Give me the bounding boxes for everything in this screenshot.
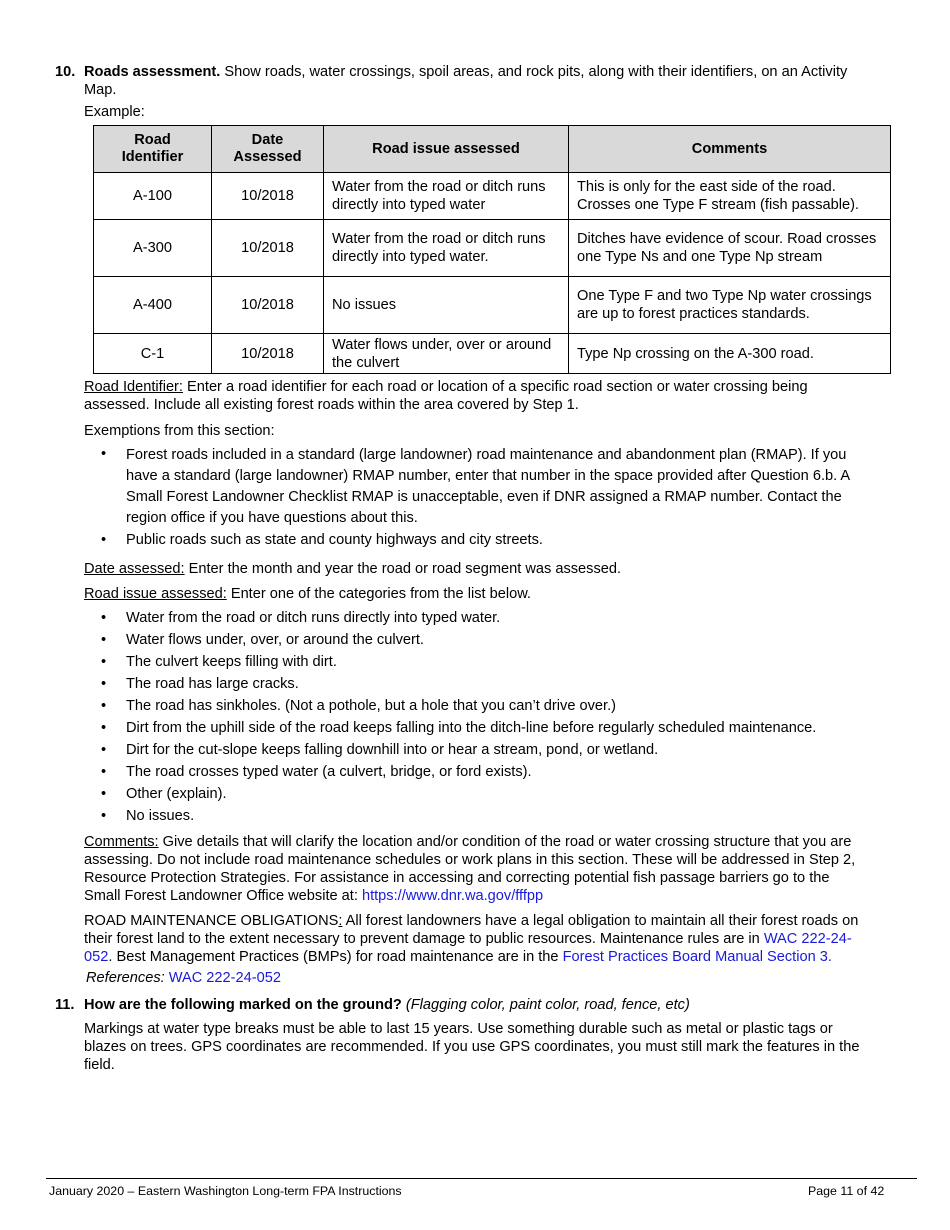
maintenance-line3 [84, 948, 832, 966]
list-item: Water flows under, over, or around the culvert. [126, 632, 424, 648]
bullet-icon: • [101, 808, 107, 824]
example-label: Example: [84, 104, 145, 120]
item-11-line1: Markings at water type breaks must be able to last 15 years. Use something durable such as metal or plastic tags or [84, 1021, 833, 1037]
cell-date: 10/2018 [212, 173, 324, 220]
list-item: The road has sinkholes. (Not a pothole, but a hole that you can’t drive over.) [126, 698, 616, 714]
list-item: The road has large cracks. [126, 676, 299, 692]
bullet-icon: • [101, 676, 107, 692]
fffpp-link[interactable]: https://www.dnr.wa.gov/fffpp [361, 888, 544, 904]
exemption-rmap-line: have a standard (large landowner) RMAP number, enter that number in the space provided after Question 6.b. A [126, 468, 851, 484]
table-row [94, 277, 891, 334]
item-11-heading [84, 996, 690, 1014]
item-10-title: Roads assessment. [84, 64, 221, 80]
references-line [86, 969, 281, 987]
cell-issue: Water flows under, over or around the culvert [324, 334, 569, 374]
cell-issue: Water from the road or ditch runs directly into typed water [324, 173, 569, 220]
maintenance-text: All forest landowners have a legal obligation to maintain all their forest roads on [342, 913, 859, 929]
cell-road-id: A-300 [94, 220, 212, 277]
item-11-number: 11. [55, 997, 75, 1013]
cell-road-id: A-400 [94, 277, 212, 334]
road-identifier-text: Enter a road identifier for each road or location of a specific road section or water crossing being [182, 379, 808, 395]
wac-link-continued[interactable]: 052 [84, 949, 109, 965]
exemption-rmap-line: Small Forest Landowner Checklist RMAP is unacceptable, even if DNR assigned a RMAP number. Contact the [126, 489, 842, 505]
item-10-text: Show roads, water crossings, spoil areas, and rock pits, along with their identifiers, on an Activity [224, 64, 848, 80]
header-road-identifier: Road Identifier [94, 126, 212, 173]
table-row [94, 220, 891, 277]
item-11-line3: field. [84, 1057, 115, 1073]
list-item: Dirt from the uphill side of the road keeps falling into the ditch-line before regularly scheduled maintenance. [126, 720, 817, 736]
exemption-rmap-line: Forest roads included in a standard (large landowner) road maintenance and abandonment plan (RMAP). If you [126, 447, 847, 463]
maintenance-text: . Best Management Practices (BMPs) for road maintenance are in the [108, 949, 563, 965]
list-item: Dirt for the cut-slope keeps falling downhill into or hear a stream, pond, or wetland. [126, 742, 659, 758]
cell-road-id: A-100 [94, 173, 212, 220]
date-assessed-label: Date assessed: [84, 561, 185, 577]
bullet-icon: • [101, 632, 107, 648]
comments-label: Comments: [84, 834, 159, 850]
comments-text: Give details that will clarify the location and/or condition of the road or water crossing structure that you are [158, 834, 852, 850]
road-issue-text: Enter one of the categories from the list below. [226, 586, 531, 602]
bullet-icon: • [101, 654, 107, 670]
road-identifier-label: Road Identifier: [84, 379, 183, 395]
exemption-rmap-line: region office if you have questions about this. [126, 510, 418, 526]
page-number: Page 11 of 42 [808, 1184, 885, 1198]
cell-comments: One Type F and two Type Np water crossings are up to forest practices standards. [569, 277, 891, 334]
header-date-assessed: Date Assessed [212, 126, 324, 173]
list-item: The road crosses typed water (a culvert, bridge, or ford exists). [126, 764, 532, 780]
item-11-title: How are the following marked on the ground? [84, 997, 402, 1013]
wac-link[interactable]: WAC 222-24- [763, 931, 852, 947]
bullet-icon: • [101, 742, 107, 758]
comments-text: Small Forest Landowner Office website at: [84, 888, 362, 904]
date-assessed-text: Enter the month and year the road or road segment was assessed. [184, 561, 622, 577]
exemptions-label: Exemptions from this section: [84, 423, 275, 439]
cell-comments: Type Np crossing on the A-300 road. [569, 334, 891, 374]
list-item: No issues. [126, 808, 195, 824]
cell-comments: Ditches have evidence of scour. Road crosses one Type Ns and one Type Np stream [569, 220, 891, 277]
cell-issue: Water from the road or ditch runs directly into typed water. [324, 220, 569, 277]
item-11-line2: blazes on trees. GPS coordinates are recommended. If you use GPS coordinates, you must still mark the features in the [84, 1039, 860, 1055]
cell-issue: No issues [324, 277, 569, 334]
header-comments: Comments [569, 126, 891, 173]
item-11-hint: (Flagging color, paint color, road, fence, etc) [405, 997, 690, 1013]
list-item: Other (explain). [126, 786, 227, 802]
list-item: The culvert keeps filling with dirt. [126, 654, 337, 670]
exemption-public-roads: Public roads such as state and county highways and city streets. [126, 532, 543, 548]
comments-line3: Resource Protection Strategies. For assistance in accessing and correcting potential fish passage barriers go to the [84, 870, 830, 886]
maintenance-label: ROAD MAINTENANCE OBLIGATIONS [84, 913, 339, 929]
cell-comments: This is only for the east side of the road. Crosses one Type F stream (fish passable). [569, 173, 891, 220]
bullet-icon: • [101, 720, 107, 736]
references-wac-link[interactable]: WAC 222-24-052 [168, 970, 281, 986]
bullet-icon: • [101, 610, 107, 626]
item-10-number: 10. [55, 64, 76, 80]
item-10-line2: Map. [84, 82, 117, 98]
road-issue-line [84, 585, 531, 603]
cell-date: 10/2018 [212, 277, 324, 334]
cell-date: 10/2018 [212, 220, 324, 277]
footer-divider [46, 1178, 917, 1179]
bullet-icon: • [101, 764, 107, 780]
maintenance-line2 [84, 930, 852, 948]
maintenance-colon: : [338, 913, 343, 929]
road-identifier-line2: assessed. Include all existing forest roads within the area covered by Step 1. [84, 397, 579, 413]
references-label: References: [86, 970, 165, 986]
maintenance-text: their forest land to the extent necessary to prevent damage to public resources. Maintenance rules are in [84, 931, 764, 947]
item-10-line1 [84, 63, 847, 81]
footer-title: January 2020 – Eastern Washington Long-term FPA Instructions [49, 1184, 402, 1198]
comments-line4 [84, 887, 543, 905]
bullet-icon: • [101, 446, 107, 462]
bullet-icon: • [101, 698, 107, 714]
header-road-issue: Road issue assessed [324, 126, 569, 173]
maintenance-line1 [84, 912, 858, 930]
road-issue-label: Road issue assessed: [84, 586, 227, 602]
roads-assessment-table [93, 125, 891, 374]
cell-road-id: C-1 [94, 334, 212, 374]
table-row [94, 334, 891, 374]
fpb-manual-link[interactable]: Forest Practices Board Manual Section 3. [562, 949, 832, 965]
bullet-icon: • [101, 786, 107, 802]
bullet-icon: • [101, 532, 107, 548]
date-assessed-line [84, 560, 621, 578]
list-item: Water from the road or ditch runs directly into typed water. [126, 610, 501, 626]
cell-date: 10/2018 [212, 334, 324, 374]
exemption-rmap [126, 445, 850, 529]
table-row [94, 173, 891, 220]
comments-line1 [84, 833, 851, 851]
comments-line2: assessing. Do not include road maintenance schedules or work plans in this section. These will be addressed in Step 2, [84, 852, 856, 868]
road-identifier-line1 [84, 378, 808, 396]
table-header-row [94, 126, 891, 173]
